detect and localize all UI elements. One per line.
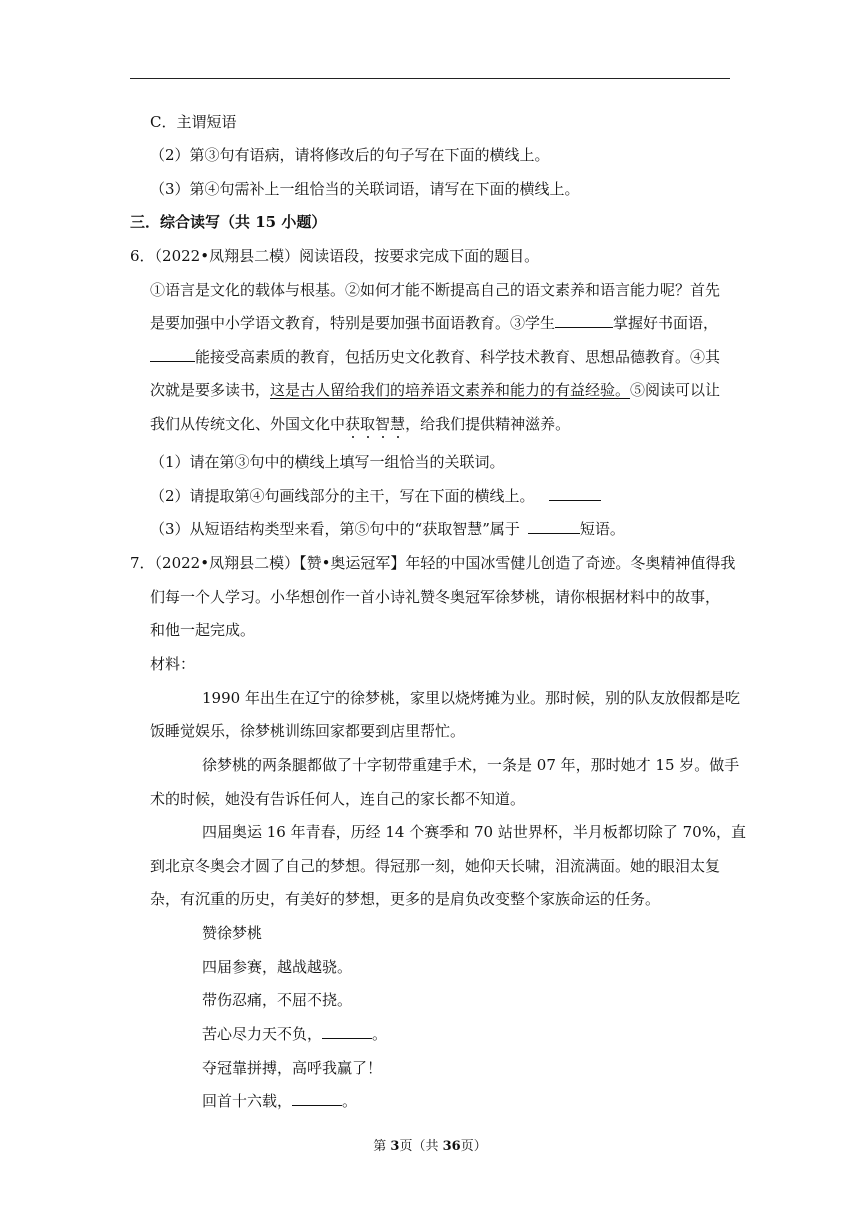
material-p2-line-1: 徐梦桃的两条腿都做了十字韧带重建手术，一条是 07 年，那时她才 15 岁。做手 (202, 756, 740, 774)
q6-sub3 (150, 519, 625, 539)
emphasis-char: 获 (345, 415, 361, 433)
option-c: C．主谓短语 (150, 113, 237, 131)
q6-sub3-text: （3）从短语结构类型来看，第⑤句中的“获取智慧”属于 (150, 520, 520, 538)
q6-passage-text: 我们从传统文化、外国文化中 (150, 415, 346, 433)
underlined-sentence: 这是古人留给我们的培养语文素养和能力的有益经验。 (270, 381, 631, 399)
q7-line-2: 们每一个人学习。小华想创作一首小诗礼赞冬奥冠军徐梦桃，请你根据材料中的故事， (150, 588, 721, 606)
fill-blank[interactable] (292, 1091, 342, 1106)
fill-blank[interactable] (322, 1024, 372, 1039)
q6-passage-line-4 (150, 380, 720, 400)
q6-sub1: （1）请在第③句中的横线上填写一组恰当的关联词。 (150, 453, 505, 471)
emphasis-char: 取 (360, 415, 376, 433)
material-p3-line-1: 四届奥运 16 年青春，历经 14 个赛季和 70 站世界杯，半月板都切除了 70%，直 (202, 823, 746, 841)
q7-line-3: 和他一起完成。 (150, 621, 256, 639)
material-label: 材料： (150, 655, 196, 673)
section-3-title: 三．综合读写（共 15 小题） (130, 213, 327, 231)
q7-line-1: 7．（2022•凤翔县二模）【赞•奥运冠军】年轻的中国冰雪健儿创造了奇迹。冬奥精神值得我 (130, 554, 736, 572)
q6-header: 6．（2022•凤翔县二模）阅读语段，按要求完成下面的题目。 (130, 247, 540, 265)
page-total: 36 (442, 1139, 461, 1154)
q6-passage-line-5 (150, 414, 570, 434)
q6-passage-text: 次就是要多读书， (150, 381, 271, 399)
material-p3-line-2: 到北京冬奥会才圆了自己的梦想。得冠那一刻，她仰天长啸，泪流满面。她的眼泪太复 (150, 857, 721, 875)
q5-sub2: （2）第③句有语病，请将修改后的句子写在下面的横线上。 (150, 146, 550, 164)
q6-passage-line-2 (150, 313, 718, 333)
q6-passage-line-1: ①语言是文化的载体与根基。②如何才能不断提高自己的语文素养和语言能力呢？首先 (150, 281, 721, 299)
q6-sub2 (150, 486, 601, 506)
material-p1-line-1: 1990 年出生在辽宁的徐梦桃，家里以烧烤摊为业。那时候，别的队友放假都是吃 (202, 689, 740, 707)
footer-text: 页） (460, 1139, 487, 1154)
poem-text: 回首十六载， (202, 1092, 293, 1110)
fill-blank[interactable] (555, 313, 613, 328)
q6-sub2-text: （2）请提取第④句画线部分的主干，写在下面的横线上。 (150, 487, 535, 505)
emphasis-char: 慧 (390, 415, 406, 433)
page-footer (0, 1139, 860, 1155)
material-p1-line-2: 饭睡觉娱乐，徐梦桃训练回家都要到店里帮忙。 (150, 722, 466, 740)
footer-text: 第 (373, 1139, 391, 1154)
header-rule (130, 78, 730, 79)
poem-line-1: 四届参赛，越战越骁。 (202, 958, 353, 976)
q6-passage-text: 能接受高素质的教育，包括历史文化教育、科学技术教育、思想品德教育。④其 (195, 348, 721, 366)
poem-text: 。 (342, 1092, 358, 1110)
poem-line-4: 夺冠靠拼搏，高呼我赢了！ (202, 1059, 383, 1077)
footer-text: 页（共 (399, 1139, 443, 1154)
q6-passage-line-3 (150, 347, 720, 367)
q6-passage-text: 是要加强中小学语文教育，特别是要加强书面语教育。③学生 (150, 314, 556, 332)
page-number: 3 (390, 1139, 400, 1154)
poem-line-3 (202, 1024, 387, 1044)
poem-line-5 (202, 1091, 357, 1111)
material-p2-line-2: 术的时候，她没有告诉任何人，连自己的家长都不知道。 (150, 790, 526, 808)
q5-sub3: （3）第④句需补上一组恰当的关联词语，请写在下面的横线上。 (150, 180, 580, 198)
q6-sub3-text: 短语。 (579, 520, 625, 538)
answer-blank[interactable] (528, 519, 580, 534)
poem-title: 赞徐梦桃 (202, 924, 263, 942)
poem-line-2: 带伤忍痛，不屈不挠。 (202, 991, 353, 1009)
q6-passage-text: 掌握好书面语， (613, 314, 719, 332)
poem-text: 。 (372, 1025, 388, 1043)
emphasis-char: 智 (375, 415, 391, 433)
q6-passage-text: ⑤阅读可以让 (630, 381, 721, 399)
q6-passage-text: ，给我们提供精神滋养。 (405, 415, 571, 433)
fill-blank[interactable] (150, 347, 195, 362)
poem-text: 苦心尽力天不负， (202, 1025, 323, 1043)
material-p3-line-3: 杂，有沉重的历史，有美好的梦想，更多的是肩负改变整个家族命运的任务。 (150, 890, 661, 908)
answer-blank[interactable] (549, 486, 601, 501)
